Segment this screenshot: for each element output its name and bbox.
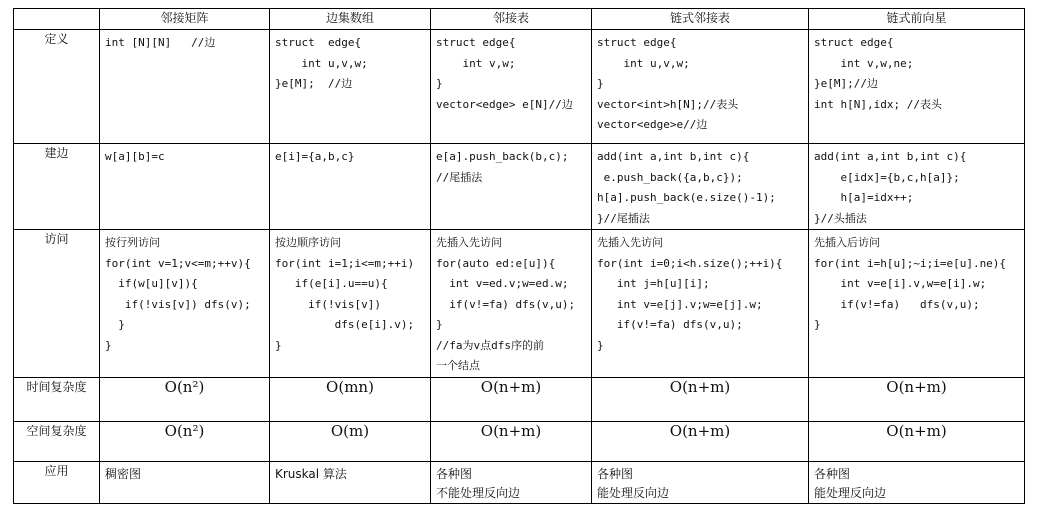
- cell-space-edge-array: O(m): [270, 421, 431, 461]
- cell-space-matrix: O(n²): [100, 421, 270, 461]
- row-label-definition: 定义: [14, 30, 100, 144]
- row-label-space: 空间复杂度: [14, 421, 100, 461]
- cell-text: add(int a,int b,int c){ e[idx]={b,c,h[a]}; h[a]=idx++; }//头插法: [814, 150, 967, 225]
- cell-visit-adjacency-list: [431, 230, 592, 378]
- cell-visit-chained-list: [592, 230, 809, 378]
- cell-application-edge-array: [270, 461, 431, 503]
- cell-text: e[i]={a,b,c}: [275, 150, 355, 163]
- cell-visit-matrix: [100, 230, 270, 378]
- cell-definition-forward-star: [809, 30, 1025, 144]
- header-adjacency-list: 邻接表: [431, 9, 592, 30]
- row-time-complexity: [14, 377, 1025, 421]
- graph-storage-comparison-table: [13, 8, 1025, 504]
- cell-text: 各种图 能处理反向边: [814, 466, 887, 500]
- cell-space-forward-star: O(n+m): [809, 421, 1025, 461]
- cell-space-adjacency-list: O(n+m): [431, 421, 592, 461]
- row-visit: [14, 230, 1025, 378]
- row-label-time: 时间复杂度: [14, 377, 100, 421]
- cell-text: 稠密图: [105, 466, 142, 481]
- cell-time-chained-list: O(n+m): [592, 377, 809, 421]
- row-label-visit: 访问: [14, 230, 100, 378]
- cell-text: add(int a,int b,int c){ e.push_back({a,b,c}); h[a].push_back(e.size()-1); }//尾插法: [597, 150, 776, 225]
- cell-text: 按行列访问 for(int v=1;v<=m;++v){ if(w[u][v]){ if(!vis[v]) dfs(v); } }: [105, 236, 251, 352]
- cell-build-adjacency-list: [431, 144, 592, 230]
- cell-visit-edge-array: [270, 230, 431, 378]
- cell-text: 按边顺序访问 for(int i=1;i<=m;++i) if(e[i].u==u){ if(!vis[v]) dfs(e[i].v); }: [275, 236, 415, 352]
- header-corner: [14, 9, 100, 30]
- cell-text: 各种图 能处理反向边: [597, 466, 670, 500]
- cell-text: 各种图 不能处理反向边: [436, 466, 521, 500]
- header-adjacency-matrix: 邻接矩阵: [100, 9, 270, 30]
- row-application: [14, 461, 1025, 503]
- cell-application-forward-star: [809, 461, 1025, 503]
- cell-text: 先插入先访问 for(auto ed:e[u]){ int v=ed.v;w=ed.w; if(v!=fa) dfs(v,u); } //fa为v点dfs序的前 一个结点: [436, 236, 576, 372]
- row-definition: [14, 30, 1025, 144]
- cell-application-matrix: [100, 461, 270, 503]
- cell-time-adjacency-list: O(n+m): [431, 377, 592, 421]
- row-build: [14, 144, 1025, 230]
- cell-time-matrix: O(n²): [100, 377, 270, 421]
- cell-time-edge-array: O(mn): [270, 377, 431, 421]
- cell-text: struct edge{ int u,v,w; }e[M]; //边: [275, 36, 368, 90]
- cell-definition-edge-array: [270, 30, 431, 144]
- cell-text: struct edge{ int v,w; } vector<edge> e[N]//边: [436, 36, 573, 111]
- cell-text: Kruskal 算法: [275, 466, 347, 481]
- cell-space-chained-list: O(n+m): [592, 421, 809, 461]
- row-label-build: 建边: [14, 144, 100, 230]
- cell-visit-forward-star: [809, 230, 1025, 378]
- cell-build-edge-array: [270, 144, 431, 230]
- cell-text: struct edge{ int u,v,w; } vector<int>h[N];//表头 vector<edge>e//边: [597, 36, 739, 131]
- cell-text: int [N][N] //边: [105, 36, 216, 49]
- cell-application-chained-list: [592, 461, 809, 503]
- cell-text: 先插入后访问 for(int i=h[u];~i;i=e[u].ne){ int v=e[i].v,w=e[i].w; if(v!=fa) dfs(v,u); }: [814, 236, 1007, 331]
- header-row: [14, 9, 1025, 30]
- cell-build-chained-list: [592, 144, 809, 230]
- cell-definition-chained-list: [592, 30, 809, 144]
- cell-text: 先插入先访问 for(int i=0;i<h.size();++i){ int j=h[u][i]; int v=e[j].v;w=e[j].w; if(v!=fa) dfs(v,u); }: [597, 236, 783, 352]
- row-space-complexity: [14, 421, 1025, 461]
- cell-text: e[a].push_back(b,c); //尾插法: [436, 150, 569, 184]
- cell-text: w[a][b]=c: [105, 150, 165, 163]
- header-chained-adjacency-list: 链式邻接表: [592, 9, 809, 30]
- cell-definition-adjacency-list: [431, 30, 592, 144]
- header-edge-array: 边集数组: [270, 9, 431, 30]
- row-label-application: 应用: [14, 461, 100, 503]
- cell-time-forward-star: O(n+m): [809, 377, 1025, 421]
- cell-build-forward-star: [809, 144, 1025, 230]
- cell-application-adjacency-list: [431, 461, 592, 503]
- cell-text: struct edge{ int v,w,ne; }e[M];//边 int h[N],idx; //表头: [814, 36, 942, 111]
- cell-build-matrix: [100, 144, 270, 230]
- header-chained-forward-star: 链式前向星: [809, 9, 1025, 30]
- cell-definition-matrix: [100, 30, 270, 144]
